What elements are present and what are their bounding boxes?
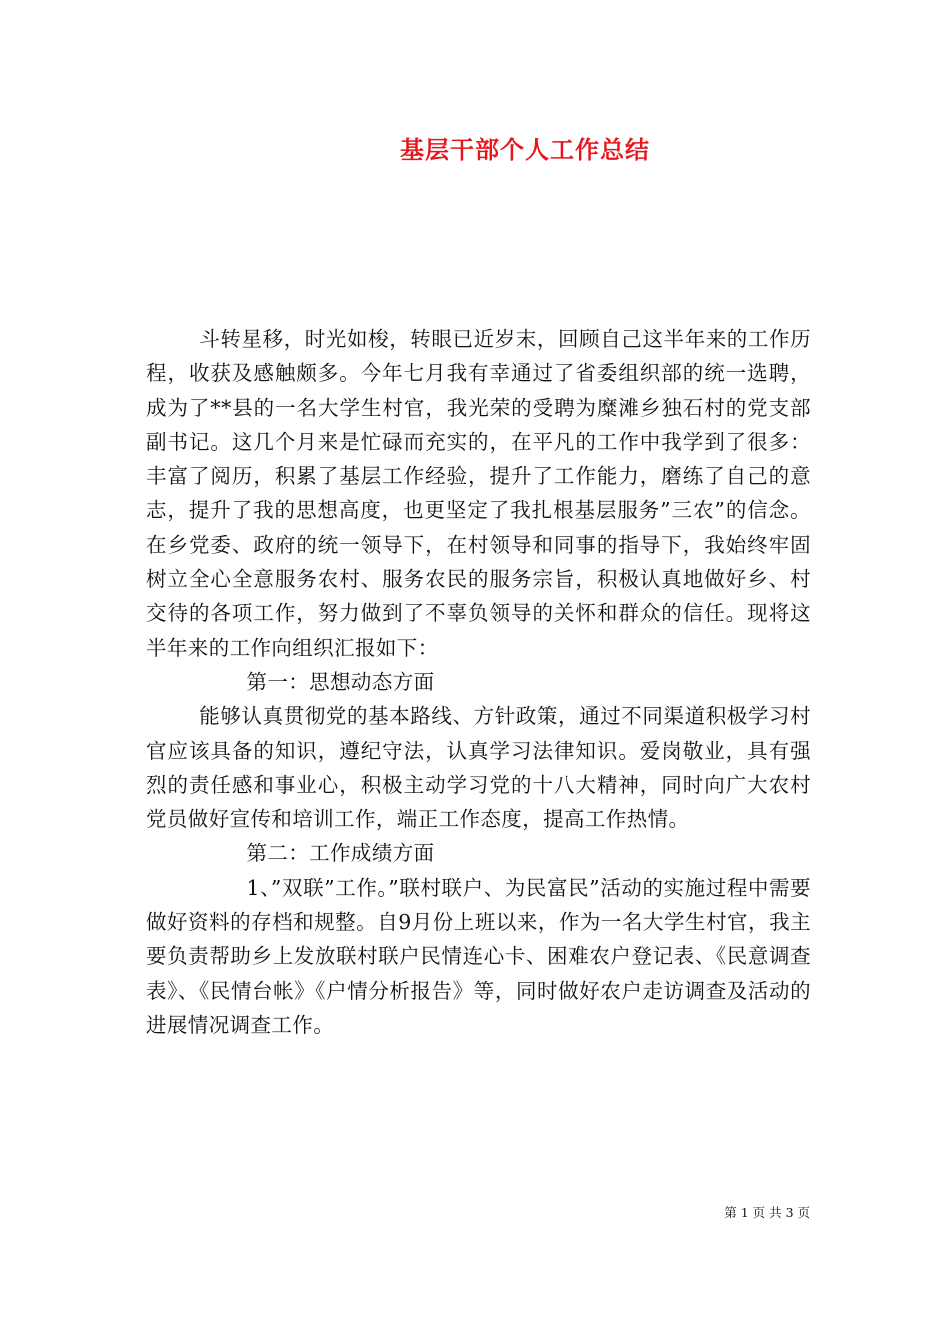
document-body [146, 322, 811, 1042]
intro-paragraph: 斗转星移，时光如梭，转眼已近岁末，回顾自己这半年来的工作历程，收获及感触颇多。今年七月我有幸通过了省委组织部的统一选聘，成为了**县的一名大学生村官，我光荣的受聘为糜滩乡独石村的党支部副书记。这几个月来是忙碌而充实的，在平凡的工作中我学到了很多：丰富了阅历，积累了基层工作经验，提升了工作能力，磨练了自己的意志，提升了我的思想高度，也更坚定了我扎根基层服务”三农”的信念。在乡党委、政府的统一领导下，在村领导和同事的指导下，我始终牢固树立全心全意服务农村、服务农民的服务宗旨，积极认真地做好乡、村交待的各项工作，努力做到了不辜负领导的关怀和群众的信任。现将这半年来的工作向组织汇报如下： [146, 327, 811, 660]
shuanglian-paragraph: 1、”双联”工作。”联村联户、为民富民”活动的实施过程中需要做好资料的存档和规整。自9月份上班以来，作为一名大学生村官，我主要负责帮助乡上发放联村联户民情连心卡、困难农户登记表、《民意调查表》、《民情台帐》《户情分析报告》等，同时做好农户走访调查及活动的进展情况调查工作。 [146, 875, 811, 1037]
section-heading-achievements: 第二：工作成绩方面 [246, 841, 435, 866]
document-title: 基层干部个人工作总结 [400, 135, 650, 164]
page-number: 第 1 页 共 3 页 [724, 1205, 810, 1220]
thought-paragraph: 能够认真贯彻党的基本路线、方针政策，通过不同渠道积极学习村官应该具备的知识，遵纪守法，认真学习法律知识。爱岗敬业，具有强烈的责任感和事业心，积极主动学习党的十八大精神，同时向广大农村党员做好宣传和培训工作，端正工作态度，提高工作热情。 [146, 704, 811, 832]
section-heading-thought: 第一：思想动态方面 [246, 669, 435, 694]
